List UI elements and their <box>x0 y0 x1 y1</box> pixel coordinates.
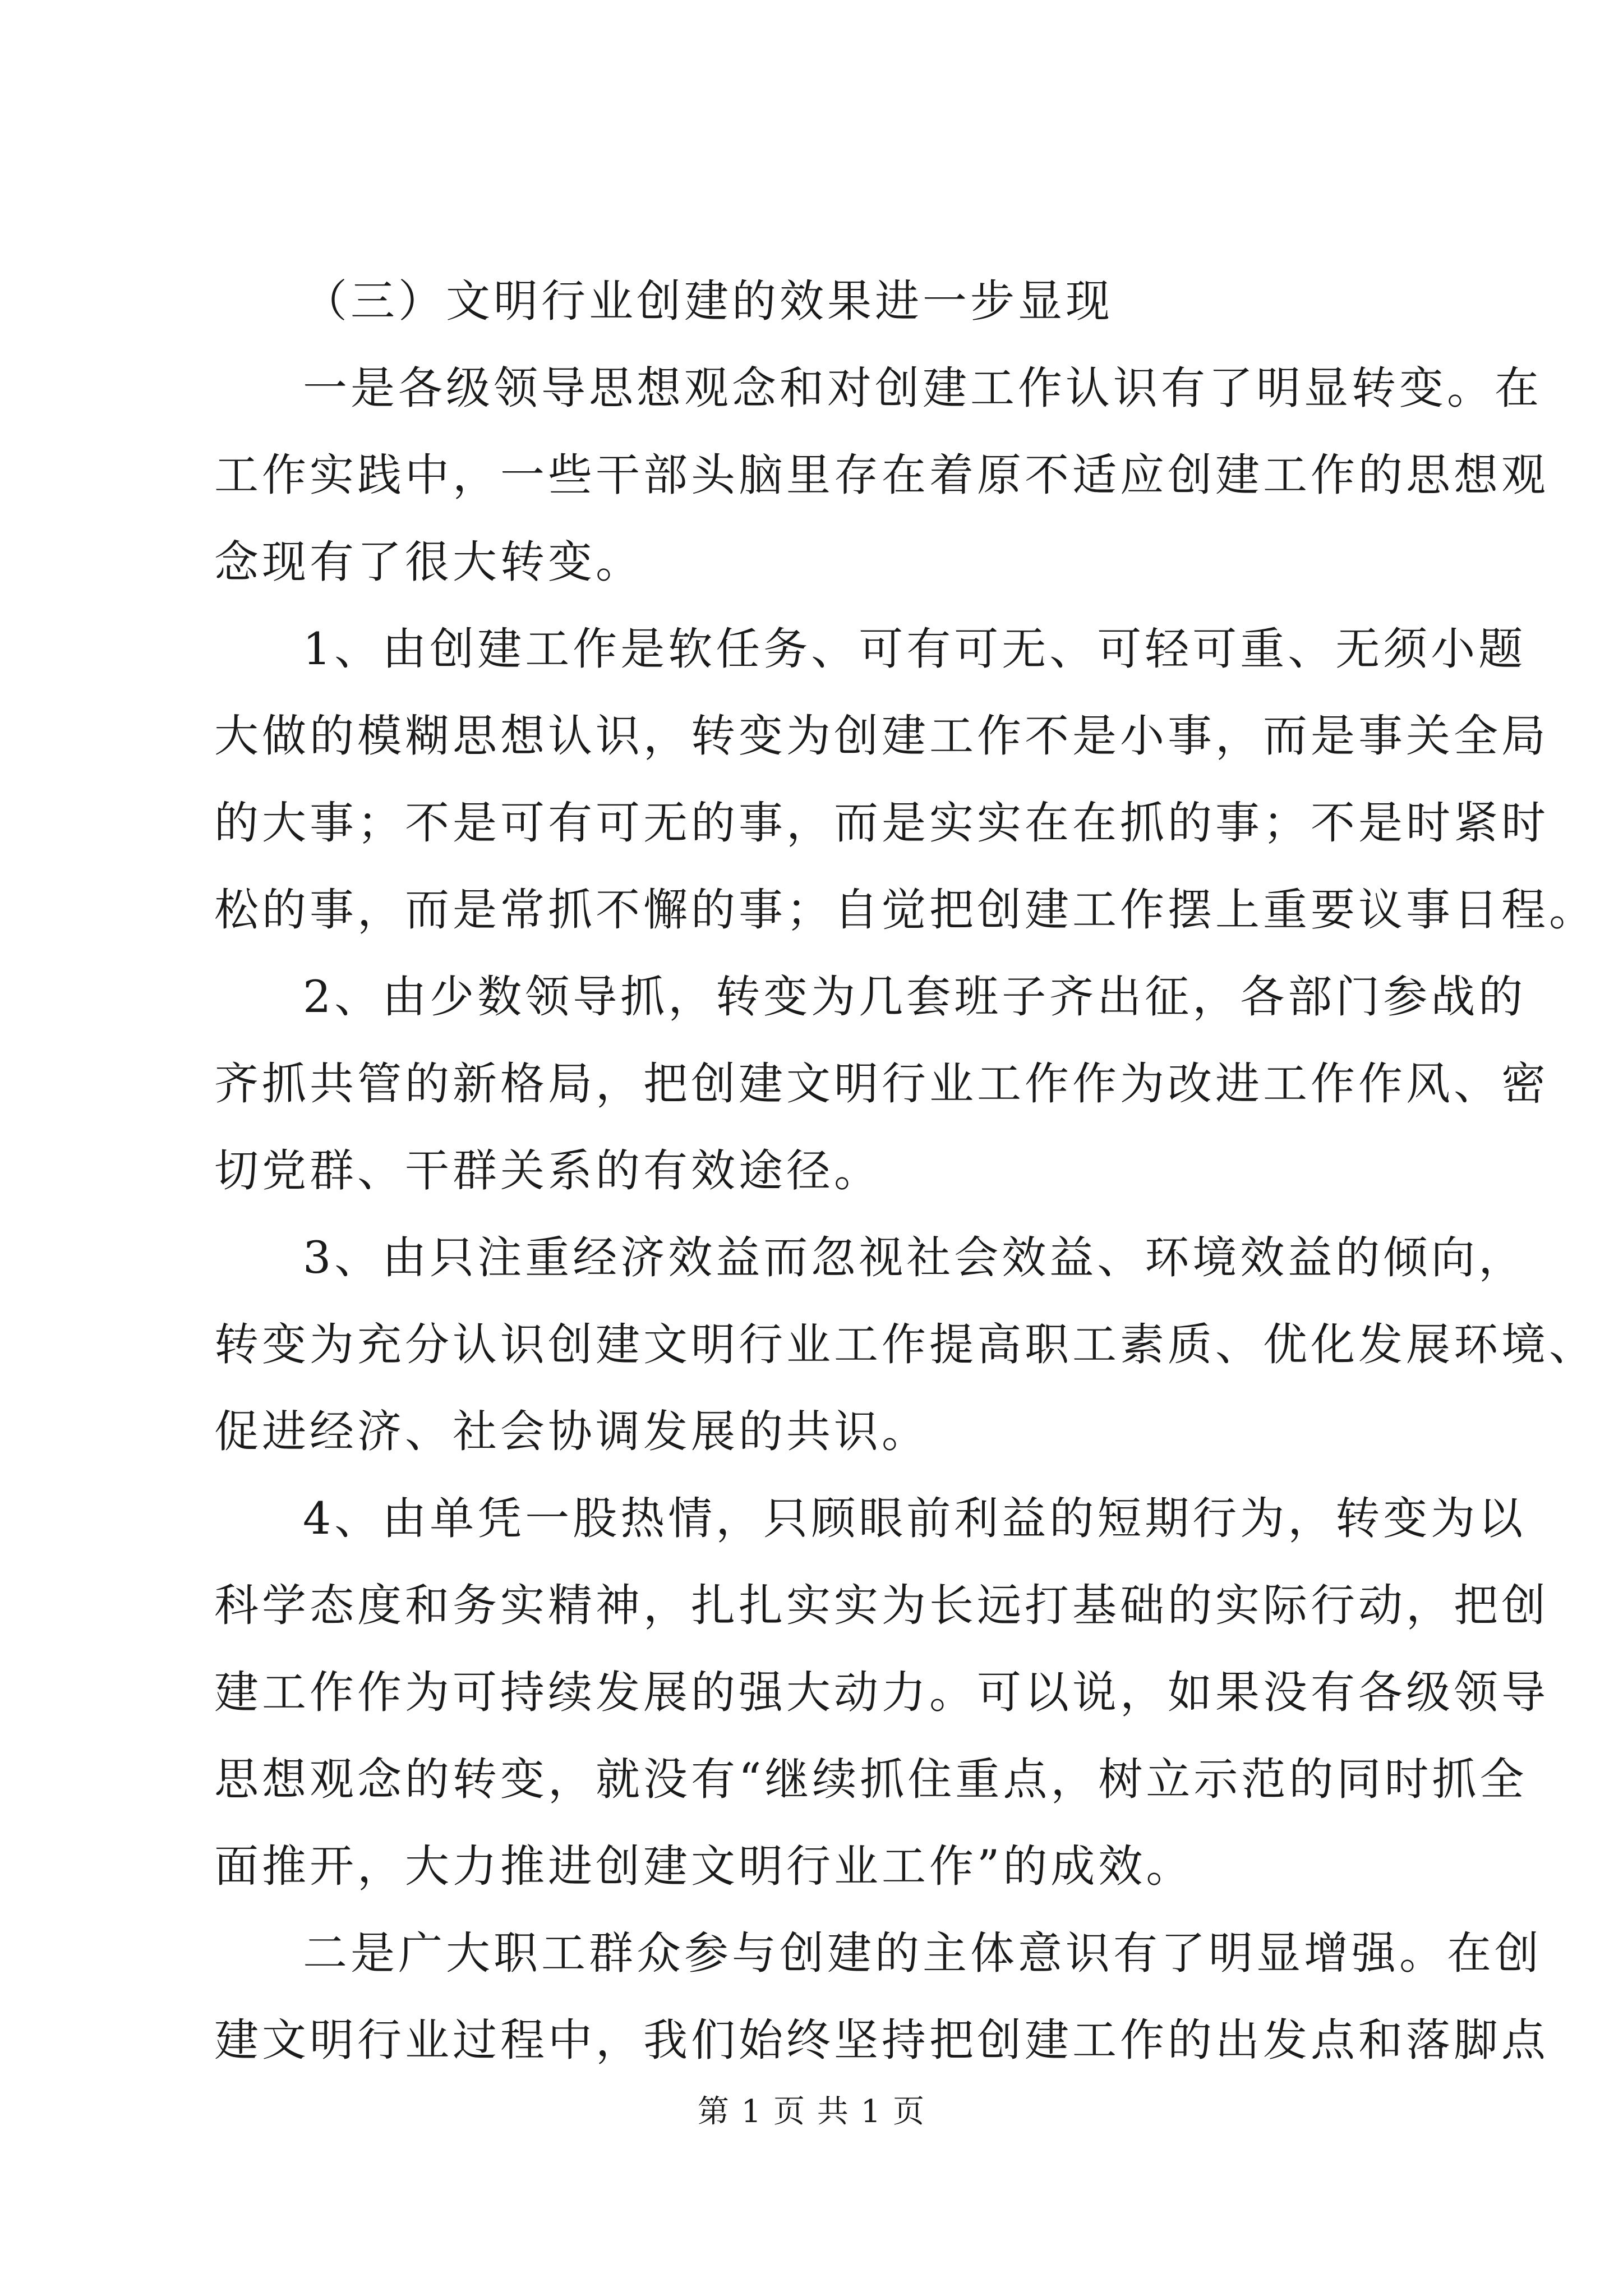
paragraph-line: 1、由创建工作是软任务、可有可无、可轻可重、无须小题 <box>303 623 1527 675</box>
paragraph-line: 思想观念的转变，就没有“继续抓住重点，树立示范的同时抓全 <box>214 1754 1528 1805</box>
paragraph-line: 大做的模糊思想认识，转变为创建工作不是小事，而是事关全局 <box>214 710 1549 762</box>
paragraph-line: 3、由只注重经济效益而忽视社会效益、环境效益的倾向， <box>303 1232 1527 1283</box>
paragraph-line: 转变为充分认识创建文明行业工作提高职工素质、优化发展环境、 <box>214 1319 1597 1370</box>
section-heading: （三）文明行业创建的效果进一步显现 <box>303 275 1113 327</box>
paragraph-line: 切党群、干群关系的有效途径。 <box>214 1145 882 1197</box>
paragraph-line: 齐抓共管的新格局，把创建文明行业工作作为改进工作作风、密 <box>214 1058 1549 1110</box>
paragraph-line: 松的事，而是常抓不懈的事；自觉把创建工作摆上重要议事日程。 <box>214 884 1597 936</box>
paragraph-line: 2、由少数领导抓，转变为几套班子齐出征，各部门参战的 <box>303 971 1527 1023</box>
paragraph-line: 念现有了很大转变。 <box>214 536 643 588</box>
paragraph-line: 一是各级领导思想观念和对创建工作认识有了明显转变。在 <box>303 362 1542 414</box>
page-number-footer: 第 1 页 共 1 页 <box>697 2093 926 2130</box>
paragraph-line: 建文明行业过程中，我们始终坚持把创建工作的出发点和落脚点 <box>214 2014 1549 2066</box>
paragraph-line: 促进经济、社会协调发展的共识。 <box>214 1406 929 1457</box>
paragraph-line: 建工作作为可持续发展的强大动力。可以说，如果没有各级领导 <box>214 1667 1549 1718</box>
paragraph-line: 科学态度和务实精神，扎扎实实为长远打基础的实际行动，把创 <box>214 1580 1549 1631</box>
paragraph-line: 二是广大职工群众参与创建的主体意识有了明显增强。在创 <box>303 1927 1542 1979</box>
paragraph-line: 4、由单凭一股热情，只顾眼前利益的短期行为，转变为以 <box>303 1493 1527 1544</box>
document-body <box>214 258 1597 2084</box>
paragraph-line: 工作实践中，一些干部头脑里存在着原不适应创建工作的思想观 <box>214 449 1549 501</box>
paragraph-line: 的大事；不是可有可无的事，而是实实在在抓的事；不是时紧时 <box>214 797 1549 849</box>
paragraph-line: 面推开，大力推进创建文明行业工作”的成效。 <box>214 1841 1194 1892</box>
